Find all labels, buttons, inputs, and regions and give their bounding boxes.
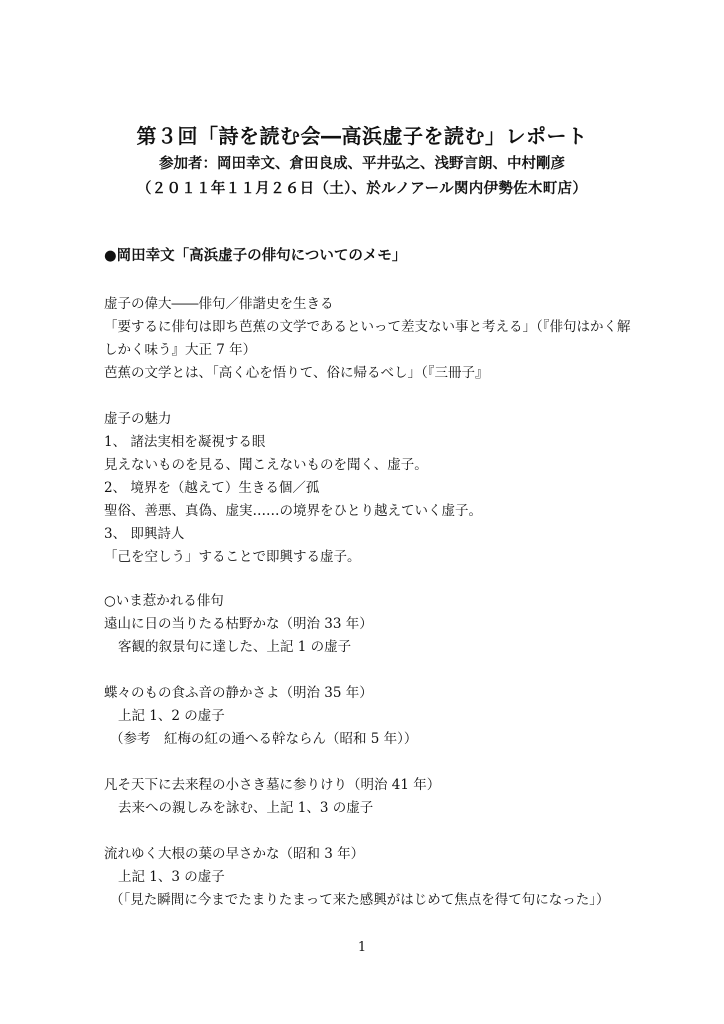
quote-line: しかく味う』大正 7 年） [104, 342, 257, 358]
haiku-note: 上記 1、3 の虚子 [118, 869, 225, 885]
haiku-reference: （参考 紅梅の紅の通へる幹ならん（昭和 5 年）） [110, 731, 418, 747]
list-item: 1、 諸法実相を凝視する眼 [104, 434, 266, 450]
date-venue-line: （２０１１年１１月２６日（土）、於ルノアール関内伊勢佐木町店） [136, 181, 588, 197]
list-item-description: 「己を空しう」することで即興する虚子。 [104, 549, 361, 565]
haiku-line: 流れゆく大根の葉の早さかな（昭和 3 年） [104, 846, 365, 862]
quote-line: 芭蕉の文学とは、「高く心を悟りて、俗に帰るべし」（『三冊子』 [104, 365, 489, 381]
section-heading: ●岡田幸文「高浜虚子の俳句についてのメモ」 [104, 248, 407, 264]
greatness-heading: 虚子の偉大――俳句／俳諧史を生きる [104, 296, 334, 312]
haiku-note: 上記 1、2 の虚子 [118, 708, 225, 724]
list-item-description: 見えないものを見る、聞こえないものを聞く、虚子。 [104, 457, 428, 473]
list-item-description: 聖俗、善悪、真偽、虚実……の境界をひとり越えていく虚子。 [104, 503, 482, 519]
haiku-heading: ○いま惹かれる俳句 [104, 593, 224, 609]
quote-line: 「要するに俳句は即ち芭蕉の文学であるといって差支ない事と考える」（『俳句はかく解 [104, 319, 631, 335]
list-item: 2、 境界を（越えて）生きる個／孤 [104, 480, 320, 496]
charm-heading: 虚子の魅力 [104, 411, 172, 427]
haiku-note: 去来への親しみを詠む、上記 1、3 の虚子 [118, 800, 374, 816]
haiku-line: 蝶々のもの食ふ音の静かさよ（明治 35 年） [104, 685, 373, 701]
haiku-line: 遠山に日の当りたる枯野かな（明治 33 年） [104, 616, 373, 632]
page-number: 1 [357, 940, 367, 955]
haiku-note: 客観的叙景句に達した、上記 1 の虚子 [118, 639, 352, 655]
haiku-quote: （「見た瞬間に今までたまりたまって来た感興がはじめて焦点を得て句になった」） [110, 892, 610, 908]
haiku-line: 凡そ天下に去来程の小さき墓に参りけり（明治 41 年） [104, 777, 441, 793]
list-item: 3、 即興詩人 [104, 526, 185, 542]
page-title: 第３回「詩を読む会―高浜虚子を読む」レポート [136, 124, 588, 148]
participants-line: 参加者：岡田幸文、倉田良成、平井弘之、浅野言朗、中村剛彦 [159, 156, 565, 172]
